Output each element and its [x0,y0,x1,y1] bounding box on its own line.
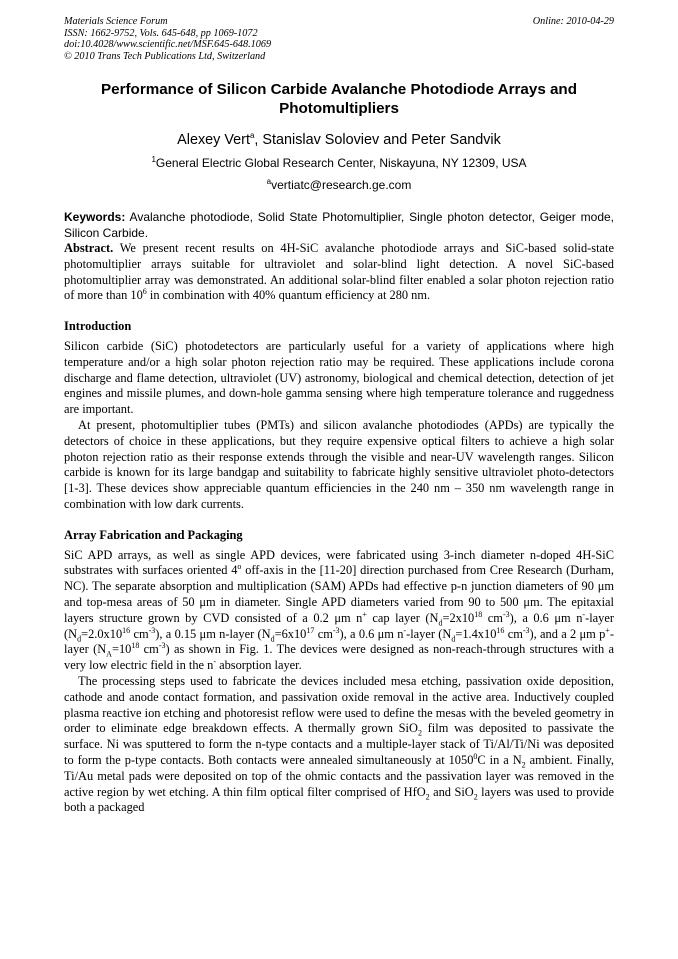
author-list [64,131,614,149]
text-run: layers was used to provide both a packaged [64,784,615,815]
superscript: -3 [148,625,156,635]
subscript: A [106,649,112,659]
doi: doi:10.4028/www.scientific.net/MSF.645-648.1069 [64,39,272,50]
fabrication-paragraph-2 [64,674,614,816]
superscript: -3 [332,625,340,635]
issn: ISSN: 1662-9752, Vols. 645-648, pp 1069-1072 [64,27,258,39]
intro-paragraph-1: Silicon carbide (SiC) photodetectors are particularly useful for a variety of applications where high temperature and/or a high solar photon rejection ratio may be required. These applications include corona discharge and flame detection, ultraviolet (UV) astronomy, biological and chemical detection, detection of jet engines and missile plumes, and down-hole gamma sensing where high temperature tolerance and ruggedness are important. [64,338,614,417]
superscript: + [605,625,610,635]
subscript: d [77,634,82,643]
subscript: 2 [473,791,478,801]
subscript: d [451,634,456,643]
superscript: 18 [474,609,483,619]
author-email [64,177,614,193]
abstract [64,241,614,304]
text-run: absorption layer. [216,658,302,673]
text-run: cm [139,642,159,657]
keywords-text: Avalanche photodiode, Solid State Photomultiplier, Single photon detector, Geiger mode, Silicon Carbide. [64,210,614,240]
email-sup: a [266,177,272,186]
text-run: cm [482,610,503,625]
subscript: 2 [417,728,422,738]
superscript: -3 [522,625,530,635]
affiliation-text: General Electric Global Research Center, Niskayuna, NY 12309, USA [155,156,527,170]
text-run: cm [314,626,333,641]
text-run: The processing steps used to fabricate the devices included mesa etching, passivation oxide deposition, cathode and anode contact formation, and passivation oxide removal in the active area. Inductively coupled plasma reactive ion etching and photoresist reflow were used to define the mesas with the beveled geometry in order to eliminate edge breakdown effects. A thermally grown SiO [64,673,614,736]
author-first: Alexey Vert [177,132,250,148]
text-run: -layer (N [64,610,614,641]
keywords [64,210,614,241]
email-text: vertiatc@research.ge.com [271,178,412,192]
online-date: Online: 2010-04-29 [532,16,614,27]
text-run: =1.4x10 [455,626,497,641]
abstract-text-end: in combination with 40% quantum efficiency at 280 nm. [146,288,431,303]
text-run: ) as shown in Fig. 1. The devices were designed as non-reach-through structures with a very low electric field in the n [64,642,614,673]
intro-paragraph-2: At present, photomultiplier tubes (PMTs) and silicon avalanche photodiodes (APDs) are typically the detectors of choice in these applications, but they require expensive optical filters to achieve a high solar photon rejection ratio as their response extends through the visible and near-UV wavelength ranges. Silicon carbide is known for its large bandgap and suitability to fabricate highly sensitive ultraviolet photo-detectors [1-3]. These devices show appreciable quantum efficiencies in the 240 nm – 350 nm wavelength range in combination with low dark currents. [64,417,614,511]
superscript: 16 [122,625,131,635]
text-run: ), a 0.6 μm n [339,626,404,641]
text-run: film was deposited to passivate the surface. Ni was sputtered to form the n-type contacts and a multiple-layer stack of Ti/Al/Ti/Ni was deposited to form the p-type contacts. Both contacts were annealed simultaneously at 1050 [64,721,615,767]
affiliation [64,155,614,171]
subscript: 2 [425,791,430,801]
superscript: - [213,657,216,666]
section-heading-fabrication: Array Fabrication and Packaging [64,527,243,542]
text-run: -layer (N [64,626,614,657]
text-run: off-axis in the [11-20] direction purchased from Cree Research (Durham, NC). The separate absorption and multiplication (SAM) APDs had effective p-n junction diameters of 90 μm and top-mesa areas of 50 μm in diameter. Single APD diameters varied from 90 to 500 μm. The epitaxial layers structure grown by CVD consisted of a 0.2 μm n [64,563,614,625]
text-run: -layer (N [406,626,452,641]
text-run: ), and a 2 μm p [529,626,606,641]
subscript: d [270,634,275,643]
paper-title: Performance of Silicon Carbide Avalanche Photodiode Arrays and Photomultipliers [101,81,577,117]
superscript: -3 [502,609,510,619]
abstract-label: Abstract. [64,241,114,255]
superscript: o [237,562,242,572]
text-run: cap layer (N [366,610,439,625]
text-run: C in a N [477,752,522,767]
affiliation-sup: 1 [151,155,156,164]
superscript: 16 [496,625,505,635]
text-run: =2.0x10 [81,626,123,641]
text-run: cm [504,626,523,641]
author-rest: , Stanislav Soloviev and Peter Sandvik [254,132,501,148]
keywords-label: Keywords: [64,210,126,224]
journal-header [64,16,614,62]
subscript: d [438,618,443,628]
text-run: =2x10 [442,610,475,625]
text-run: SiC APD arrays, as well as single APD devices, were fabricated using 3-inch diameter n-doped 4H-SiC substrates with surfaces oriented 4 [64,547,614,578]
text-run: and SiO [429,784,474,799]
abstract-text: We present recent results on 4H-SiC avalanche photodiode arrays and SiC-based solid-state photomultiplier arrays suitable for ultraviolet and solar-blind light detection. A novel SiC-based photomultiplier array was demonstrated. An additional solar-blind filter enabled a solar photon rejection ratio of more than 10 [64,241,614,303]
superscript: 17 [306,625,315,635]
text-run: cm [130,626,149,641]
text-run: ), a 0.15 μm n-layer (N [155,626,271,641]
text-run: =10 [111,642,132,657]
superscript: 18 [131,641,140,651]
subscript: 2 [521,760,526,770]
superscript: - [582,609,586,619]
author-first-sup: a [249,131,255,141]
fabrication-paragraph-1 [64,548,614,674]
superscript: - [403,625,407,635]
journal-name: Materials Science Forum [64,16,168,27]
superscript: + [362,609,367,619]
superscript: -3 [158,641,166,651]
abstract-sup: 6 [142,287,147,297]
text-run: ), a 0.6 μm n [509,610,583,625]
journal-info [64,16,271,62]
section-heading-introduction: Introduction [64,319,132,334]
text-run: ambient. Finally, Ti/Au metal pads were deposited on top of the ohmic contacts and the passivation layer was removed in the active region by wet etching. A thin film optical filter comprised of HfO [64,752,615,799]
text-run: =6x10 [274,626,307,641]
copyright: © 2010 Trans Tech Publications Ltd, Switzerland [64,50,266,62]
superscript: 0 [473,751,478,761]
